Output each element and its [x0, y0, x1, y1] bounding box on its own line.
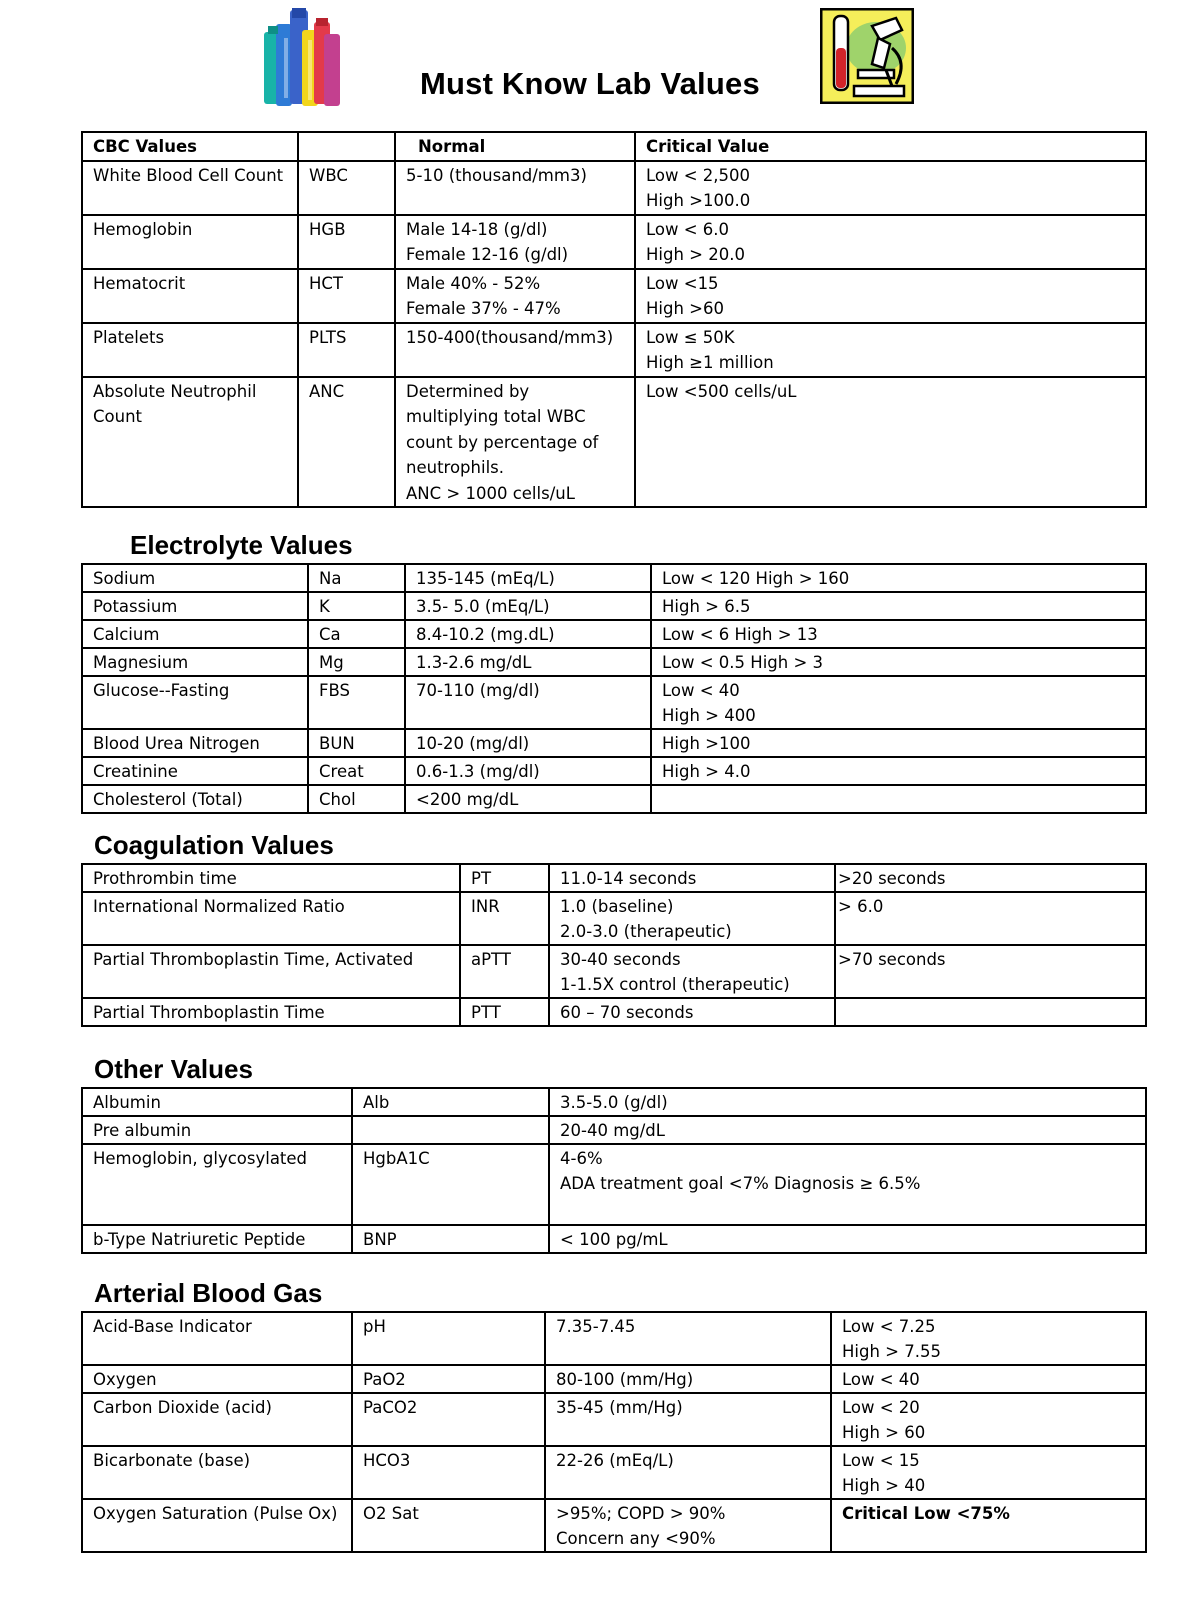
header-cell: CBC Values — [82, 132, 298, 161]
test-name: Oxygen — [82, 1365, 352, 1393]
critical-value: High > 4.0 — [651, 757, 1146, 785]
test-abbr: pH — [352, 1312, 545, 1365]
test-tubes-image — [262, 8, 344, 108]
table-row — [82, 757, 1146, 785]
normal-value: < 100 pg/mL — [549, 1225, 1146, 1253]
normal-value: 0.6-1.3 (mg/dl) — [405, 757, 651, 785]
table-row — [82, 161, 1146, 215]
critical-value: Low < 2,500 High >100.0 — [635, 161, 1146, 215]
test-name: Calcium — [82, 620, 308, 648]
table-row — [82, 564, 1146, 592]
normal-value: 8.4-10.2 (mg.dL) — [405, 620, 651, 648]
normal-value: 7.35-7.45 — [545, 1312, 831, 1365]
normal-value: 10-20 (mg/dl) — [405, 729, 651, 757]
table-row — [82, 1393, 1146, 1446]
test-name: Hemoglobin — [82, 215, 298, 269]
test-name: Prothrombin time — [82, 864, 460, 892]
normal-value: 150-400(thousand/mm3) — [395, 323, 635, 377]
test-name: Platelets — [82, 323, 298, 377]
test-abbr: Alb — [352, 1088, 549, 1116]
test-name: Carbon Dioxide (acid) — [82, 1393, 352, 1446]
critical-value: High >100 — [651, 729, 1146, 757]
test-abbr: Chol — [308, 785, 405, 813]
page-title: Must Know Lab Values — [420, 66, 760, 101]
test-abbr: HCT — [298, 269, 395, 323]
table-row — [82, 676, 1146, 729]
critical-value: >20 seconds — [835, 864, 1146, 892]
test-abbr: WBC — [298, 161, 395, 215]
table-row — [82, 648, 1146, 676]
microscope-icon — [820, 8, 914, 104]
critical-value: Low <15 High >60 — [635, 269, 1146, 323]
table-row — [82, 269, 1146, 323]
test-abbr: HgbA1C — [352, 1144, 549, 1225]
normal-value: 35-45 (mm/Hg) — [545, 1393, 831, 1446]
test-name: Partial Thromboplastin Time — [82, 998, 460, 1026]
critical-value: Low < 0.5 High > 3 — [651, 648, 1146, 676]
test-name: b-Type Natriuretic Peptide — [82, 1225, 352, 1253]
critical-value: Critical Low <75% — [831, 1499, 1146, 1552]
table-row — [82, 215, 1146, 269]
table-row — [82, 323, 1146, 377]
table-header-row — [82, 132, 1146, 161]
table-row — [82, 729, 1146, 757]
critical-value: Low < 20 High > 60 — [831, 1393, 1146, 1446]
critical-value: >70 seconds — [835, 945, 1146, 998]
normal-value: 22-26 (mEq/L) — [545, 1446, 831, 1499]
test-name: Bicarbonate (base) — [82, 1446, 352, 1499]
test-name: White Blood Cell Count — [82, 161, 298, 215]
normal-value: 30-40 seconds 1-1.5X control (therapeutic) — [549, 945, 835, 998]
table-row — [82, 998, 1146, 1026]
test-abbr: HCO3 — [352, 1446, 545, 1499]
critical-value: > 6.0 — [835, 892, 1146, 945]
normal-value: 135-145 (mEq/L) — [405, 564, 651, 592]
test-name: Sodium — [82, 564, 308, 592]
normal-value: 3.5-5.0 (g/dl) — [549, 1088, 1146, 1116]
table-row — [82, 1088, 1146, 1116]
header-cell — [298, 132, 395, 161]
critical-value: Low < 15 High > 40 — [831, 1446, 1146, 1499]
test-abbr: INR — [460, 892, 549, 945]
normal-value: 5-10 (thousand/mm3) — [395, 161, 635, 215]
normal-value: 3.5- 5.0 (mEq/L) — [405, 592, 651, 620]
critical-value: Low < 40 High > 400 — [651, 676, 1146, 729]
normal-value: 4-6% ADA treatment goal <7% Diagnosis ≥ 6.5% — [549, 1144, 1146, 1225]
test-name: Albumin — [82, 1088, 352, 1116]
critical-value: Low < 6.0 High > 20.0 — [635, 215, 1146, 269]
test-abbr: Na — [308, 564, 405, 592]
test-name: Cholesterol (Total) — [82, 785, 308, 813]
test-abbr: BUN — [308, 729, 405, 757]
critical-value: Low < 7.25 High > 7.55 — [831, 1312, 1146, 1365]
critical-value — [835, 998, 1146, 1026]
electrolyte-table — [81, 563, 1147, 814]
critical-value — [651, 785, 1146, 813]
table-row — [82, 1446, 1146, 1499]
test-name: Oxygen Saturation (Pulse Ox) — [82, 1499, 352, 1552]
normal-value: 70-110 (mg/dl) — [405, 676, 651, 729]
normal-value: <200 mg/dL — [405, 785, 651, 813]
section-title-coagulation: Coagulation Values — [94, 830, 334, 860]
test-abbr: PLTS — [298, 323, 395, 377]
test-name: Hemoglobin, glycosylated — [82, 1144, 352, 1225]
test-abbr: PT — [460, 864, 549, 892]
test-name: Pre albumin — [82, 1116, 352, 1144]
test-abbr — [352, 1116, 549, 1144]
table-row — [82, 1499, 1146, 1552]
section-title-other: Other Values — [94, 1054, 253, 1084]
table-row — [82, 1225, 1146, 1253]
test-name: Absolute Neutrophil Count — [82, 377, 298, 508]
normal-value: Male 40% - 52% Female 37% - 47% — [395, 269, 635, 323]
table-row — [82, 592, 1146, 620]
test-name: Potassium — [82, 592, 308, 620]
normal-value: Determined by multiplying total WBC count by percentage of neutrophils. ANC > 1000 cells/uL — [395, 377, 635, 508]
page-header — [0, 0, 1200, 120]
test-abbr: PTT — [460, 998, 549, 1026]
normal-value: 80-100 (mm/Hg) — [545, 1365, 831, 1393]
test-abbr: PaCO2 — [352, 1393, 545, 1446]
normal-value: 11.0-14 seconds — [549, 864, 835, 892]
test-abbr: Creat — [308, 757, 405, 785]
test-abbr: PaO2 — [352, 1365, 545, 1393]
section-title-abg: Arterial Blood Gas — [94, 1278, 323, 1308]
header-cell: Normal — [395, 132, 635, 161]
test-name: Hematocrit — [82, 269, 298, 323]
test-abbr: ANC — [298, 377, 395, 508]
test-abbr: K — [308, 592, 405, 620]
test-abbr: aPTT — [460, 945, 549, 998]
normal-value: 1.3-2.6 mg/dL — [405, 648, 651, 676]
test-abbr: BNP — [352, 1225, 549, 1253]
test-name: Blood Urea Nitrogen — [82, 729, 308, 757]
test-name: Partial Thromboplastin Time, Activated — [82, 945, 460, 998]
test-name: Creatinine — [82, 757, 308, 785]
normal-value: >95%; COPD > 90% Concern any <90% — [545, 1499, 831, 1552]
abg-table — [81, 1311, 1147, 1553]
test-abbr: HGB — [298, 215, 395, 269]
table-row — [82, 1144, 1146, 1225]
critical-value: Low <500 cells/uL — [635, 377, 1146, 508]
test-name: Magnesium — [82, 648, 308, 676]
test-name: Glucose--Fasting — [82, 676, 308, 729]
table-row — [82, 892, 1146, 945]
other-table — [81, 1087, 1147, 1254]
cbc-table — [81, 131, 1147, 508]
table-row — [82, 1312, 1146, 1365]
test-abbr: Mg — [308, 648, 405, 676]
header-cell: Critical Value — [635, 132, 1146, 161]
test-abbr: O2 Sat — [352, 1499, 545, 1552]
critical-value: Low ≤ 50K High ≥1 million — [635, 323, 1146, 377]
table-row — [82, 377, 1146, 508]
normal-value: 20-40 mg/dL — [549, 1116, 1146, 1144]
test-abbr: FBS — [308, 676, 405, 729]
table-row — [82, 785, 1146, 813]
table-row — [82, 864, 1146, 892]
table-row — [82, 1116, 1146, 1144]
critical-value: Low < 6 High > 13 — [651, 620, 1146, 648]
critical-value: High > 6.5 — [651, 592, 1146, 620]
critical-value: Low < 40 — [831, 1365, 1146, 1393]
critical-value: Low < 120 High > 160 — [651, 564, 1146, 592]
test-name: International Normalized Ratio — [82, 892, 460, 945]
section-title-electrolyte: Electrolyte Values — [130, 530, 353, 560]
normal-value: Male 14-18 (g/dl) Female 12-16 (g/dl) — [395, 215, 635, 269]
table-row — [82, 620, 1146, 648]
test-abbr: Ca — [308, 620, 405, 648]
table-row — [82, 945, 1146, 998]
coagulation-table — [81, 863, 1147, 1027]
test-name: Acid-Base Indicator — [82, 1312, 352, 1365]
table-row — [82, 1365, 1146, 1393]
normal-value: 60 – 70 seconds — [549, 998, 835, 1026]
normal-value: 1.0 (baseline) 2.0-3.0 (therapeutic) — [549, 892, 835, 945]
